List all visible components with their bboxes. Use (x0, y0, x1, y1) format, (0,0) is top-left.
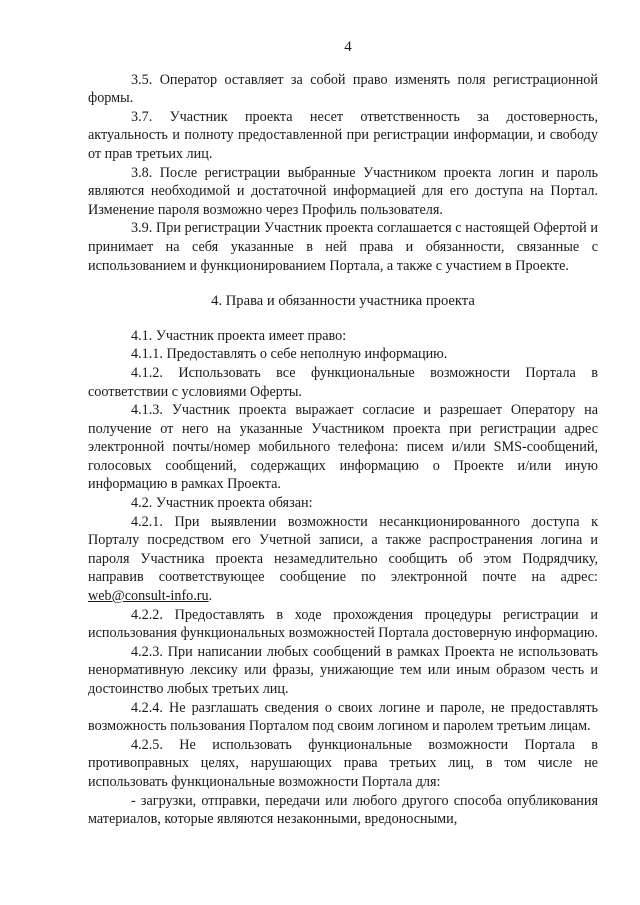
section-heading: 4. Права и обязанности участника проекта (211, 293, 475, 310)
paragraph-3-9: 3.9. При регистрации Участник проекта соглашается с настоящей Офертой и принимает на себя указанные в ней права и обязанности, связанные с использованием и функционированием Портала, а также с участием в Проекте. (88, 220, 598, 274)
paragraph-4-1: 4.1. Участник проекта имеет право: (131, 327, 347, 344)
paragraph-4-1-2: 4.1.2. Использовать все функциональные возможности Портала в соответствии с условиями Оферты. (88, 364, 598, 400)
paragraph-3-8: 3.8. После регистрации выбранные Участником проекта логин и пароль являются необходимой и достаточной информацией для его доступа на Портал. Изменение пароля возможно через Профиль пользователя. (88, 164, 598, 218)
paragraph-4-2-5: 4.2.5. Не использовать функциональные возможности Портала в противоправных целях, нарушающих права третьих лиц, в том числе не использовать функциональные возможности Портала для: (88, 736, 598, 790)
paragraph-4-2-3: 4.2.3. При написании любых сообщений в рамках Проекта не использовать ненормативную лексику или фразы, унижающие тем или иным образом честь и достоинство любых третьих лиц. (88, 643, 598, 697)
list-item-dash: - загрузки, отправки, передачи или любого другого способа опубликования материалов, которые являются незаконными, вредоносными, (88, 792, 598, 828)
paragraph-4-2-1-end: . (208, 588, 213, 605)
paragraph-4-1-3: 4.1.3. Участник проекта выражает согласие и разрешает Оператору на получение от него на указанные Участником проекта при регистрации адрес электронной почты/номер мобильного телефона: писем и/или SMS-сообщений, голосовых сообщений, содержащих информацию о Проекте и/или иную информацию в рамках Проекта. (88, 402, 598, 493)
paragraph-4-2: 4.2. Участник проекта обязан: (131, 495, 313, 512)
paragraph-4-2-1 (88, 513, 598, 606)
paragraph-4-2-2: 4.2.2. Предоставлять в ходе прохождения процедуры регистрации и использования функциональных возможностей Портала достоверную информацию. (88, 606, 598, 642)
paragraph-4-1-1: 4.1.1. Предоставлять о себе неполную информацию. (131, 346, 448, 363)
page-number: 4 (344, 39, 352, 55)
paragraph-4-2-1-text: 4.2.1. При выявлении возможности несанкционированного доступа к Порталу посредством его Учетной записи, а также распространения логина и пароля Участника проекта незамедлительно сообщить об этом Подрядчику, направив соответствующее сообщение по электронной почте на адрес: (88, 513, 598, 586)
email-link[interactable]: web@consult-info.ru (88, 588, 209, 605)
paragraph-3-5: 3.5. Оператор оставляет за собой право изменять поля регистрационной формы. (88, 71, 598, 107)
paragraph-4-2-4: 4.2.4. Не разглашать сведения о своих логине и пароле, не предоставлять возможность пользования Порталом под своим логином и паролем третьим лицам. (88, 699, 598, 735)
paragraph-3-7: 3.7. Участник проекта несет ответственность за достоверность, актуальность и полноту предоставленной при регистрации информации, и свободу от прав третьих лиц. (88, 108, 598, 162)
